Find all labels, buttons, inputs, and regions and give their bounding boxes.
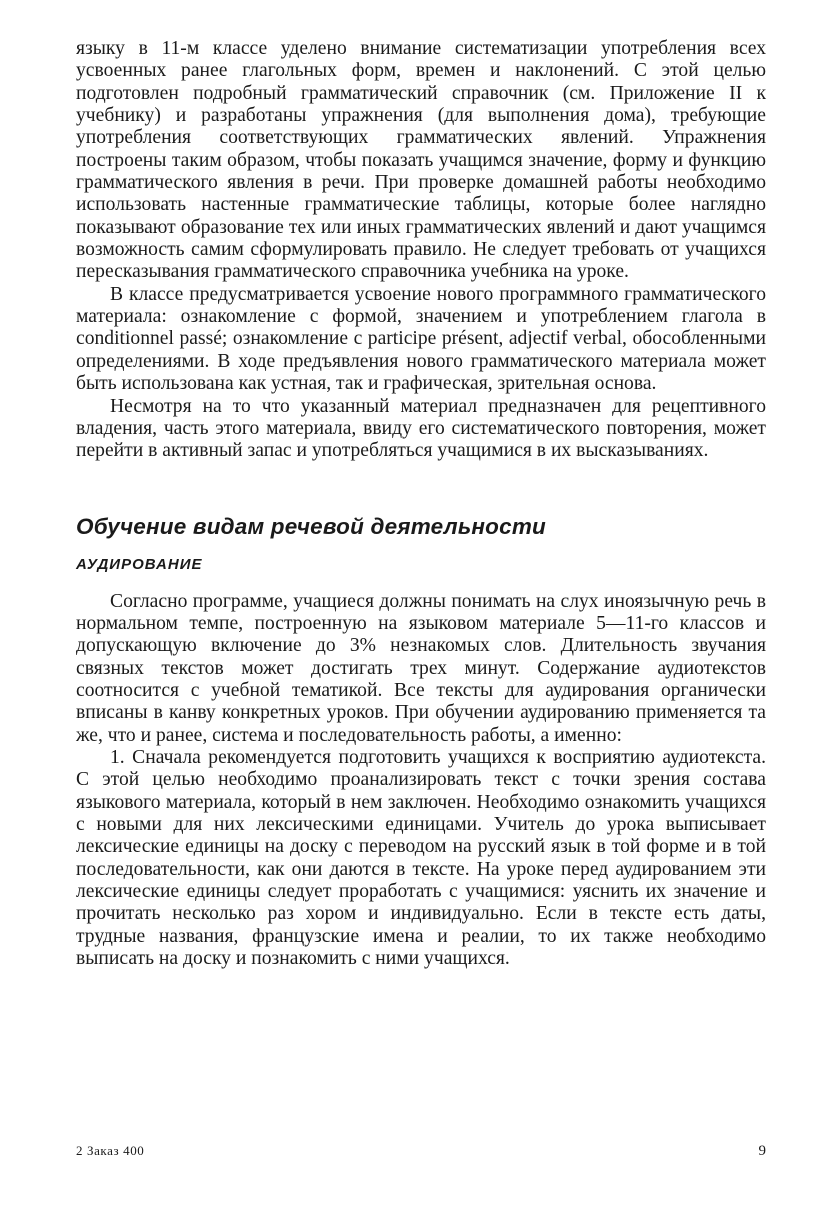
paragraph-grammar-systematization: языку в 11-м классе уделено внимание систематизации употребления всех усвоенных ранее глагольных форм, времен и наклонений. С этой целью подготовлен подробный грамматический справочник (см. Приложение II к учебнику) и разработаны упражнения (для выполнения дома), требующие употребления соответствующих грамматических явлений. Упражнения построены таким образом, чтобы показать учащимся значение, форму и функцию грамматического явления в речи. При проверке домашней работы необходимо использовать настенные грамматические таблицы, которые более наглядно показывают образование тех или иных грамматических явлений и дают учащимся возможность самим сформулировать правило. Не следует требовать от учащихся пересказывания грамматического справочника учебника на уроке. [76, 38, 766, 283]
page-number: 9 [758, 1143, 766, 1159]
subsection-title: АУДИРОВАНИЕ [76, 555, 203, 573]
paragraph-listening-program: Согласно программе, учащиеся должны понимать на слух иноязычную речь в нормальном темпе, построенную на языковом материале 5—11-го классов и допускающую включение до 3% незнакомых слов. Длительность звучания связных текстов может достигать трех минут. Содержание аудиотекстов соотносится с учебной тематикой. Все тексты для аудирования органически вписаны в канву конкретных уроков. При обучении аудированию применяется та же, что и ранее, система и последовательность работы, а именно: [76, 590, 766, 746]
paragraph-new-grammar-material: В классе предусматривается усвоение нового программного грамматического материала: ознакомление с формой, значением и употреблением глагола в conditionnel passé; ознакомление с participe présent, adjectif verbal, обособленными определениями. В ходе предъявления нового грамматического материала может быть использована как устная, так и графическая, зрительная основа. [76, 283, 766, 395]
paragraph-listening-step-1: 1. Сначала рекомендуется подготовить учащихся к восприятию аудиотекста. С этой целью необходимо проанализировать текст с точки зрения состава языкового материала, который в нем заключен. Необходимо ознакомить учащихся с новыми для них лексическими единицами. Учитель до урока выписывает лексические единицы на доску с переводом на русский язык в той форме и в той последовательности, как они даются в тексте. На уроке перед аудированием эти лексические единицы следует проработать с учащимися: уяснить их значение и прочитать несколько раз хором и индивидуально. Если в тексте есть даты, трудные названия, французские имена и реалии, то их также необходимо выписать на доску и познакомить с ними учащихся. [76, 746, 766, 970]
page-body [76, 38, 766, 970]
printer-signature: 2 Заказ 400 [76, 1143, 145, 1158]
paragraph-receptive-material: Несмотря на то что указанный материал предназначен для рецептивного владения, часть этого материала, ввиду его систематического повторения, может перейти в активный запас и употребляться учащимися в их высказываниях. [76, 395, 766, 462]
section-title: Обучение видам речевой деятельности [76, 513, 546, 539]
